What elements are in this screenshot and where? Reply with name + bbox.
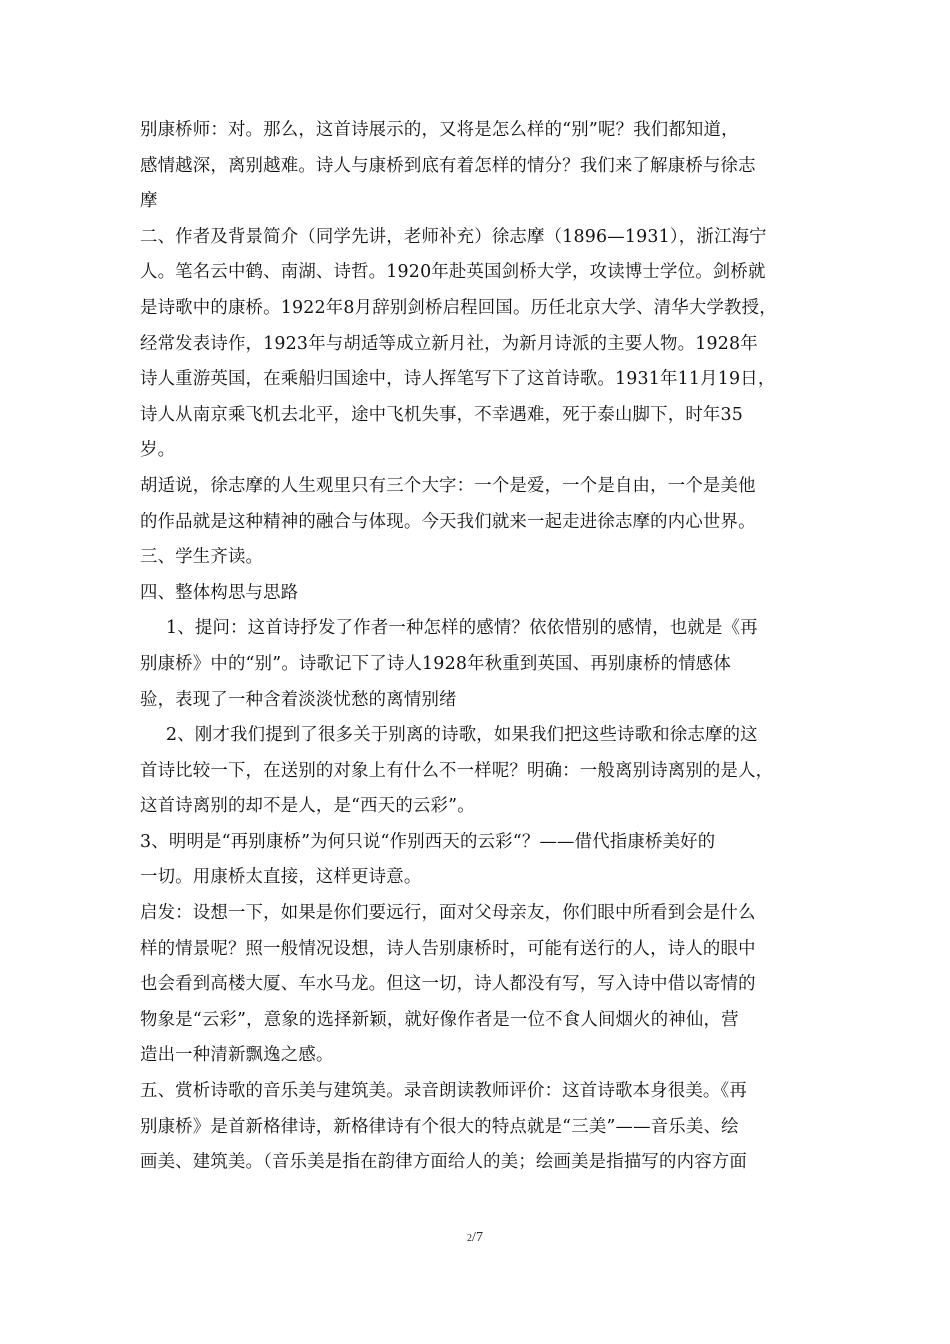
text-line: 也会看到高楼大厦、车水马龙。但这一切，诗人都没有写，写入诗中借以寄情的 [140, 974, 756, 995]
section-heading-2: 二、作者及背景简介（同学先讲，老师补充）徐志摩（1896—1931），浙江海宁 [140, 226, 767, 247]
text-line: 摩 [140, 191, 158, 212]
text-line: 验，表现了一种含着淡淡忧愁的离情别绪 [140, 689, 457, 710]
text-line: 感情越深，离别越难。诗人与康桥到底有着怎样的情分？我们来了解康桥与徐志 [140, 155, 756, 176]
text-line: 人。笔名云中鹤、南湖、诗哲。1920年赴英国剑桥大学，攻读博士学位。剑桥就 [140, 262, 766, 283]
section-heading-5: 五、赏析诗歌的音乐美与建筑美。录音朗读教师评价：这首诗歌本身很美。《再 [140, 1081, 747, 1102]
page-number-separator: / [472, 1230, 476, 1245]
text-line: 这首诗离别的却不是人，是“西天的云彩”。 [140, 796, 475, 817]
text-line: 启发：设想一下，如果是你们要远行，面对父母亲友，你们眼中所看到会是什么 [140, 903, 756, 924]
text-line: 是诗歌中的康桥。1922年8月辞别剑桥启程回国。历任北京大学、清华大学教授， [140, 297, 777, 318]
page-number-current: 2 [467, 1233, 473, 1244]
page-number [0, 1230, 950, 1246]
list-item-1: 1、提问：这首诗抒发了作者一种怎样的感情？依依惜别的感情，也就是《再 [166, 618, 758, 639]
text-line: 胡适说，徐志摩的人生观里只有三个大字：一个是爱，一个是自由，一个是美他 [140, 475, 756, 496]
text-line: 造出一种清新飘逸之感。 [140, 1045, 334, 1066]
list-item-2: 2、刚才我们提到了很多关于别离的诗歌，如果我们把这些诗歌和徐志摩的这 [166, 725, 758, 746]
text-line: 的作品就是这种精神的融合与体现。今天我们就来一起走进徐志摩的内心世界。 [140, 511, 756, 532]
text-line: 诗人重游英国，在乘船归国途中，诗人挥笔写下了这首诗歌。1931年11月19日， [140, 369, 776, 390]
page-number-total: 7 [475, 1230, 483, 1245]
text-line: 物象是“云彩”，意象的选择新颖，就好像作者是一位不食人间烟火的神仙，营 [140, 1009, 739, 1030]
text-line: 经常发表诗作，1923年与胡适等成立新月社，为新月诗派的主要人物。1928年 [140, 333, 758, 354]
text-line: 别康桥》是首新格律诗，新格律诗有个很大的特点就是“三美”——音乐美、绘 [140, 1116, 739, 1137]
section-heading-4: 四、整体构思与思路 [140, 582, 299, 603]
text-line: 别康桥师：对。那么，这首诗展示的，又将是怎么样的“别”呢？我们都知道， [140, 120, 739, 140]
text-line: 首诗比较一下，在送别的对象上有什么不一样呢？明确：一般离别诗离别的是人， [140, 760, 774, 781]
text-line: 画美、建筑美。（音乐美是指在韵律方面给人的美；绘画美是指描写的内容方面 [140, 1152, 747, 1173]
text-line: 样的情景呢？照一般情况设想，诗人告别康桥时，可能有送行的人，诗人的眼中 [140, 938, 756, 959]
text-line: 别康桥》中的“别”。诗歌记下了诗人1928年秋重到英国、再别康桥的情感体 [140, 653, 731, 674]
text-line: 诗人从南京乘飞机去北平，途中飞机失事，不幸遇难，死于泰山脚下，时年35 [140, 404, 744, 425]
list-item-3: 3、明明是“再别康桥”为何只说“作别西天的云彩“？——借代指康桥美好的 [140, 831, 716, 852]
text-line: 岁。 [140, 440, 176, 461]
text-line: 一切。用康桥太直接，这样更诗意。 [140, 867, 422, 888]
section-heading-3: 三、学生齐读。 [140, 547, 264, 568]
body-text [140, 113, 825, 1181]
